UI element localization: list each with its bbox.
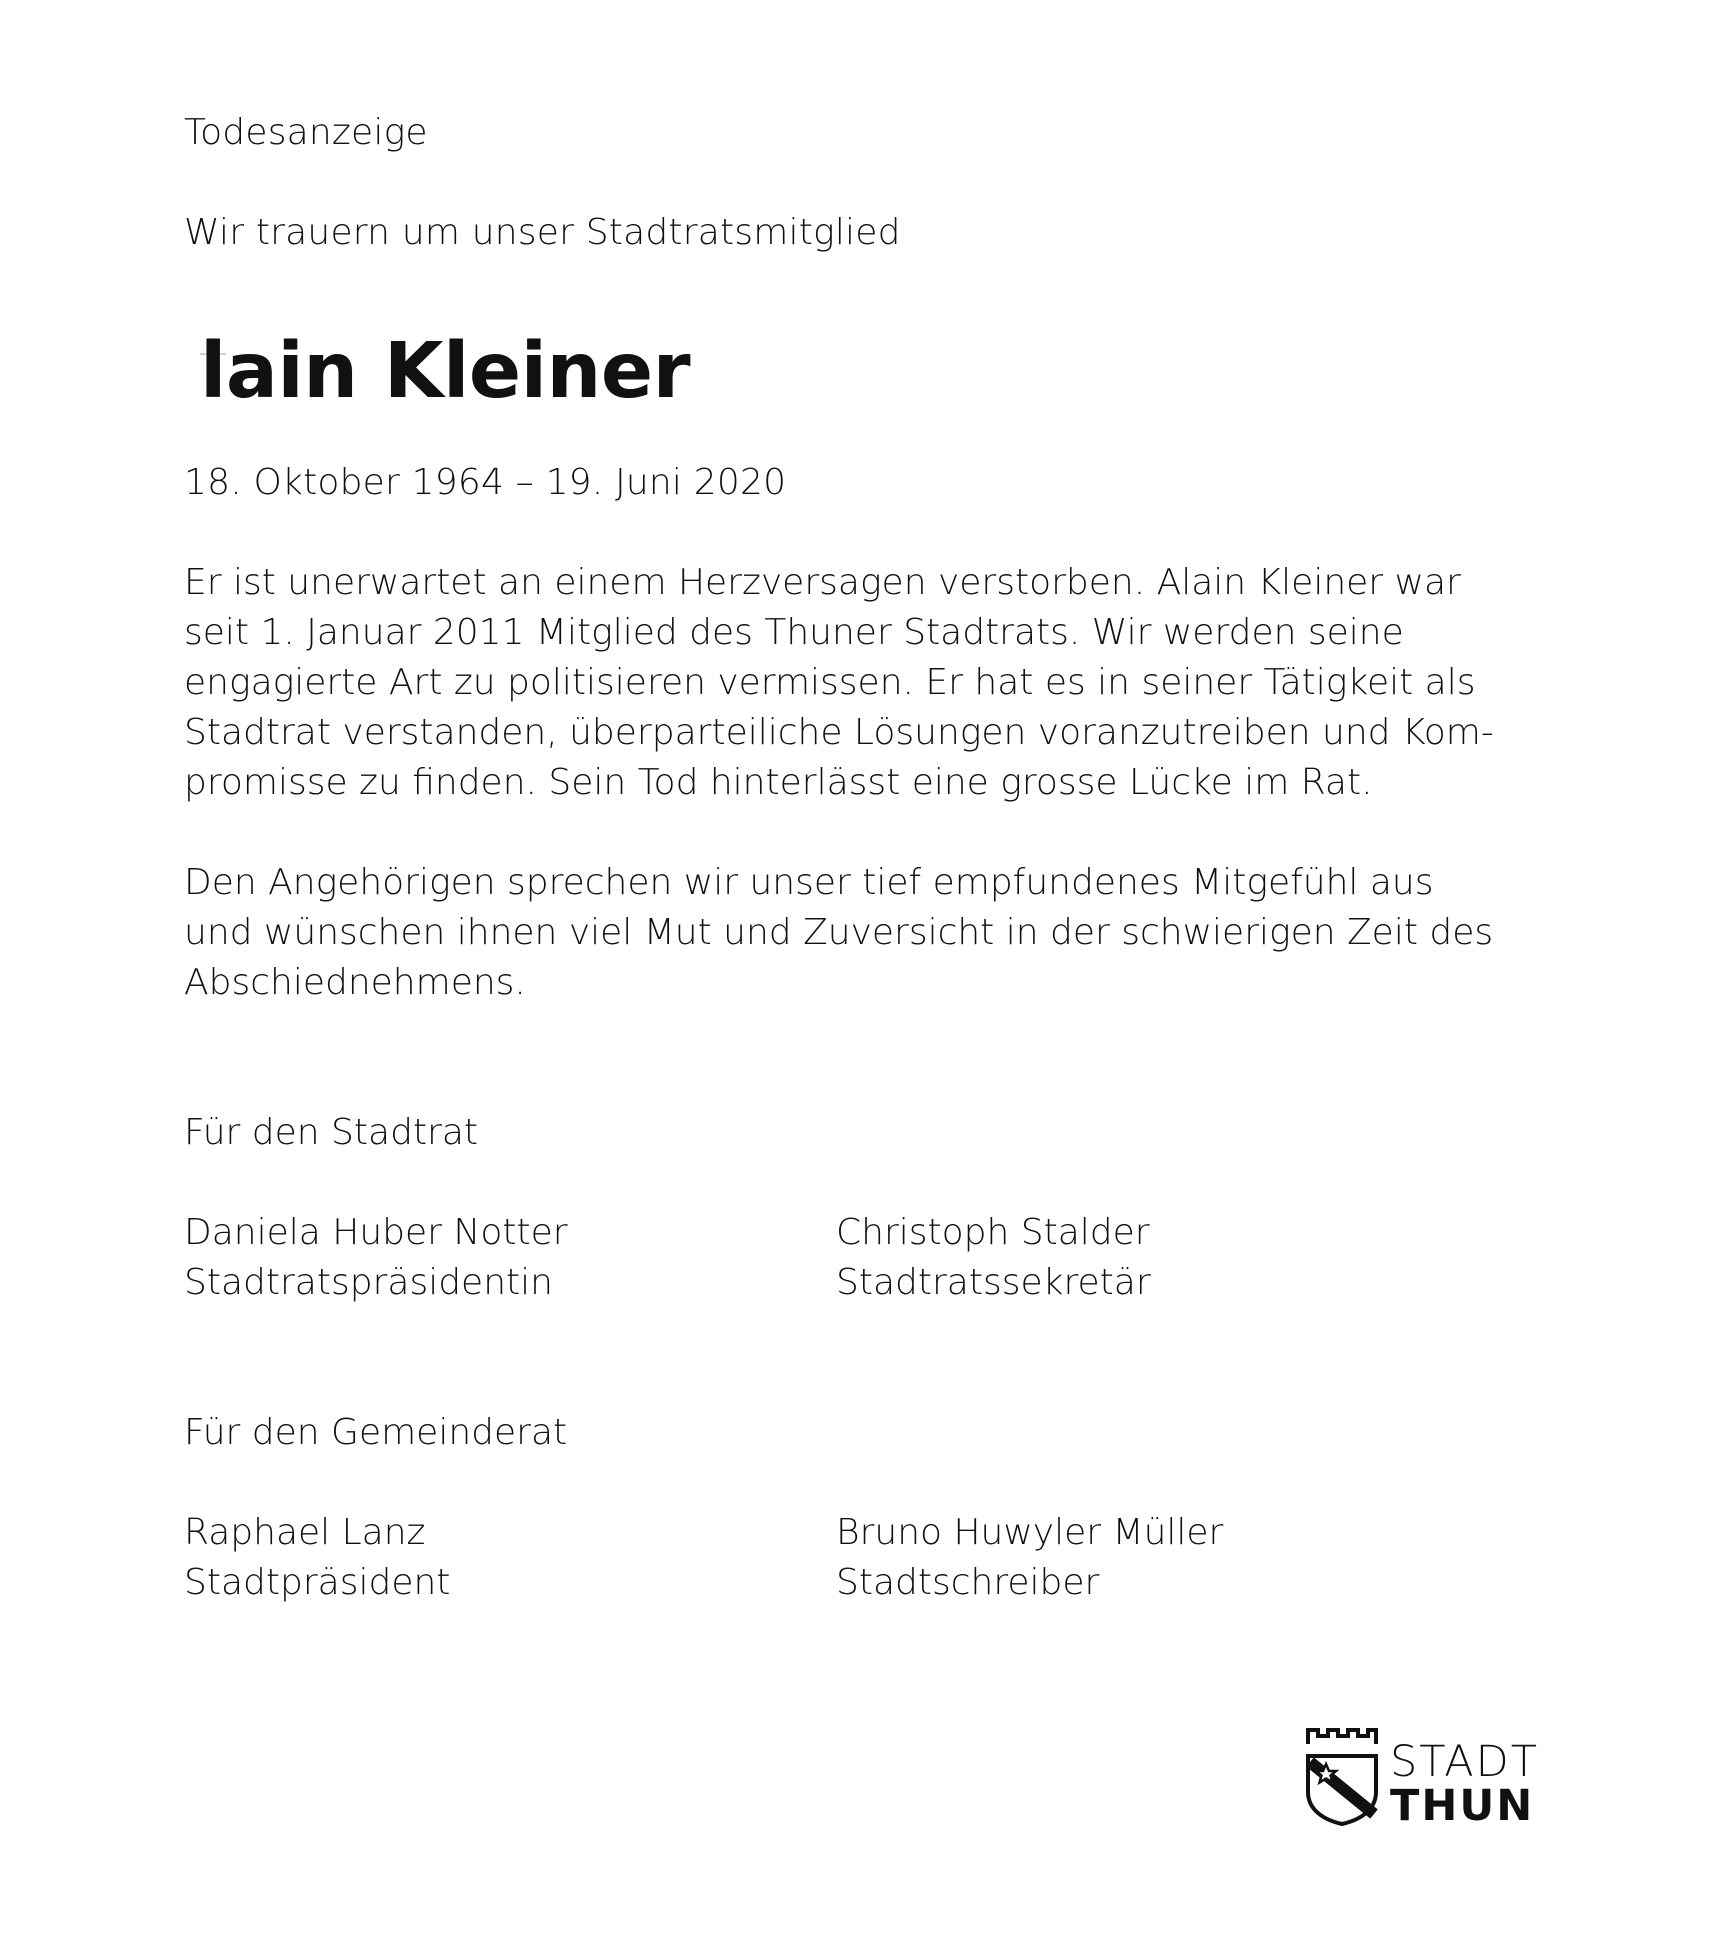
stadt-thun-logo — [1304, 1722, 1544, 1831]
paragraph-1-line: engagierte Art zu politisieren vermissen. Er hat es in seiner Tätigkeit als — [184, 662, 1476, 703]
signatory-name: Daniela Huber Notter — [184, 1212, 568, 1253]
signatory-stadtrat-secretary — [836, 1208, 1151, 1308]
notice-label: Todesanzeige — [184, 112, 428, 153]
signatory-role: Stadtpräsident — [184, 1562, 451, 1603]
thun-coat-of-arms-icon — [1304, 1722, 1384, 1826]
signatory-city-clerk — [836, 1508, 1223, 1608]
paragraph-2-line: Abschiednehmens. — [184, 962, 526, 1003]
signatory-role: Stadtratspräsidentin — [184, 1262, 553, 1303]
paragraph-2-line: und wünschen ihnen viel Mut und Zuversicht in der schwierigen Zeit des — [184, 912, 1494, 953]
signatory-city-president — [184, 1508, 450, 1608]
signatory-name: Raphael Lanz — [184, 1512, 426, 1553]
life-dates: 18. Oktober 1964 – 19. Juni 2020 — [184, 462, 787, 503]
obituary-paragraph-1 — [184, 558, 1564, 808]
signatory-role: Stadtschreiber — [836, 1562, 1100, 1603]
paragraph-1-line: seit 1. Januar 2011 Mitglied des Thuner Stadtrats. Wir werden seine — [184, 612, 1404, 653]
logo-word-thun: THUN — [1390, 1781, 1535, 1831]
notice-intro: Wir trauern um unser Stadtratsmitglied — [184, 212, 901, 253]
condolence-paragraph — [184, 858, 1564, 1008]
deceased-name — [200, 322, 690, 422]
signatory-name: Bruno Huwyler Müller — [836, 1512, 1224, 1553]
paragraph-2-line: Den Angehörigen sprechen wir unser tief empfundenes Mitgefühl aus — [184, 862, 1434, 903]
signatory-role: Stadtratssekretär — [836, 1262, 1151, 1303]
stadtrat-heading: Für den Stadtrat — [184, 1112, 479, 1153]
deceased-name-text: lain Kleiner — [200, 327, 691, 416]
paragraph-1-line: Stadtrat verstanden, überparteiliche Lösungen voranzutreiben und Kom- — [184, 712, 1494, 753]
gemeinderat-heading: Für den Gemeinderat — [184, 1412, 568, 1453]
signatory-stadtrat-president — [184, 1208, 568, 1308]
logo-word-stadt: STADT — [1390, 1737, 1540, 1787]
signatory-name: Christoph Stalder — [836, 1212, 1150, 1253]
paragraph-1-line: Er ist unerwartet an einem Herzversagen verstorben. Alain Kleiner war — [184, 562, 1461, 603]
paragraph-1-line: promisse zu finden. Sein Tod hinterlässt eine grosse Lücke im Rat. — [184, 762, 1373, 803]
